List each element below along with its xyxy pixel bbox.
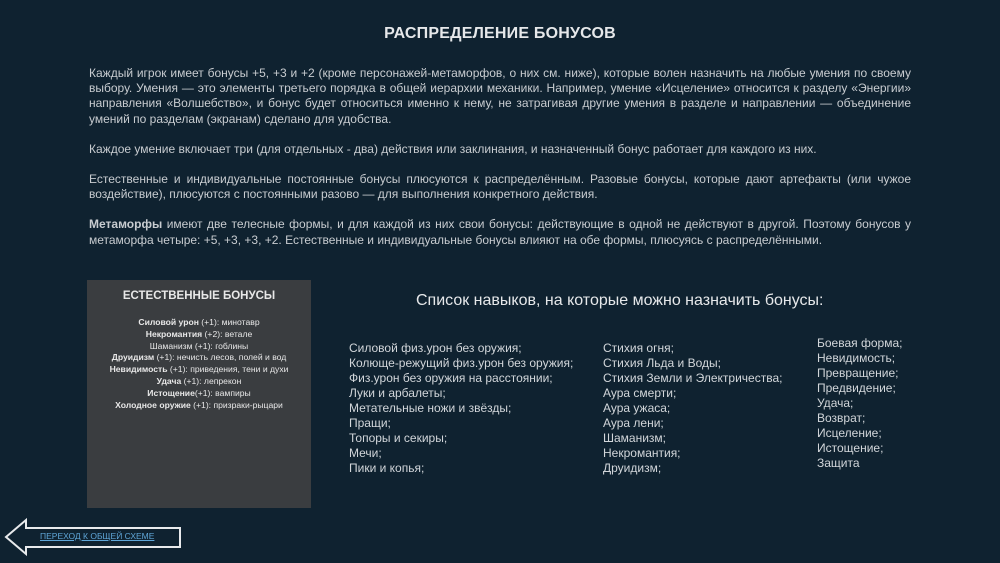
natural-bonus-row (87, 352, 311, 364)
natural-bonus-skill: Друидизм (111, 352, 155, 363)
skill-list-item: Исцеление; (817, 426, 882, 440)
intro-paragraph-2: Каждое умение включает три (для отдельных - два) действия или заклинания, и назначенный бонус работает для каждого из них. (89, 141, 817, 156)
natural-bonus-detail: (+1): вампиры (194, 387, 251, 398)
skill-list-item: Стихия Льда и Воды; (603, 356, 721, 370)
skill-list-item: Луки и арбалеты; (349, 386, 446, 400)
skill-list-item: Мечи; (349, 446, 382, 460)
natural-bonus-skill: Удача (156, 375, 182, 386)
skill-list-item: Аура ужаса; (603, 401, 671, 415)
intro-paragraph-4 (89, 217, 911, 247)
skill-list-item: Аура смерти; (603, 386, 677, 400)
skill-list-item: Удача; (817, 396, 854, 410)
skill-list-item: Физ.урон без оружия на расстоянии; (349, 371, 553, 385)
natural-bonus-skill: Силовой урон (138, 317, 199, 327)
natural-bonus-detail: Шаманизм (+1): гоблины (149, 340, 249, 351)
skills-column-abilities (817, 336, 937, 471)
natural-bonus-row (87, 329, 311, 341)
natural-bonus-detail: (+1): минотавр (198, 317, 260, 327)
skill-list-item: Пики и копья; (349, 461, 425, 475)
skill-list-item: Топоры и секиры; (349, 431, 448, 445)
natural-bonus-detail: (+1): лепрекон (181, 375, 242, 386)
natural-bonus-skill: Некромантия (145, 328, 203, 339)
skill-list-item: Колюще-режущий физ.урон без оружия; (349, 356, 574, 370)
skill-list-item: Стихия огня; (603, 341, 674, 355)
skill-list-item: Силовой физ.урон без оружия; (349, 341, 522, 355)
skill-list-item: Некромантия; (603, 446, 681, 460)
skill-list-item: Истощение; (817, 441, 884, 455)
skills-list-heading: Список навыков, на которые можно назначить бонусы: (416, 292, 824, 309)
natural-bonus-skill: Холодное оружие (115, 399, 191, 410)
skill-list-item: Возврат; (817, 411, 866, 425)
natural-bonus-detail: (+2): ветале (202, 328, 253, 339)
natural-bonus-row (87, 341, 311, 353)
skill-list-item: Шаманизм; (603, 431, 667, 445)
skill-list-item: Аура лени; (603, 416, 664, 430)
natural-bonus-detail: (+1): приведения, тени и духи (167, 364, 289, 375)
skill-list-item: Друидизм; (603, 461, 662, 475)
skill-list-item: Превращение; (817, 366, 899, 380)
back-to-overview-link[interactable]: ПЕРЕХОД К ОБЩЕЙ СХЕМЕ (40, 531, 155, 541)
skill-list-item: Защита (817, 456, 860, 470)
natural-bonus-skill: Невидимость (109, 364, 168, 375)
natural-bonus-row (87, 317, 311, 329)
natural-bonus-row (87, 376, 311, 388)
metamorph-description: имеют две телесные формы, и для каждой из них свои бонусы: действующие в одной не действуют в другой. Поэтому бонусов у метаморфа четыре: +5, +3, +3, +2. Естественные и индивидуальные бонусы влияют на обе формы, плюсуясь с распределёнными. (89, 217, 911, 247)
page-title: РАСПРЕДЕЛЕНИЕ БОНУСОВ (384, 25, 616, 42)
natural-bonus-skill: Истощение (147, 387, 195, 398)
natural-bonus-row (87, 388, 311, 400)
natural-bonus-detail: (+1): призраки-рыцари (190, 399, 283, 410)
back-to-overview-button[interactable] (4, 517, 194, 557)
natural-bonus-detail: (+1): нечисть лесов, полей и вод (154, 352, 287, 363)
skills-column-elements (603, 341, 803, 476)
natural-bonus-row (87, 400, 311, 412)
intro-paragraph-3: Естественные и индивидуальные постоянные бонусы плюсуются к распределённым. Разовые бонусы, которые дают артефакты (или чужое воздействие), плюсуются с постоянными разово — для выполнения конкретного действия. (89, 172, 911, 202)
natural-bonus-row (87, 364, 311, 376)
natural-bonuses-title: ЕСТЕСТВЕННЫЕ БОНУСЫ (122, 290, 276, 302)
skill-list-item: Метательные ножи и звёзды; (349, 401, 512, 415)
skill-list-item: Пращи; (349, 416, 391, 430)
skill-list-item: Стихия Земли и Электричества; (603, 371, 783, 385)
skill-list-item: Невидимость; (817, 351, 896, 365)
skill-list-item: Предвидение; (817, 381, 896, 395)
skill-list-item: Боевая форма; (817, 336, 903, 350)
intro-paragraph-1: Каждый игрок имеет бонусы +5, +3 и +2 (кроме персонажей-метаморфов, о них см. ниже), которые волен назначить на любые умения по своему выбору. Умения — это элементы третьего порядка в общей иерархии механики. Например, умение «Исцеление» относится к разделу «Энергии» направления «Волшебство», и бонус будет относиться именно к нему, не затрагивая другие умения в разделе и направлении — объединение умений по разделам (экранам) сделано для удобства. (89, 66, 911, 126)
intro-text (89, 66, 911, 263)
skills-column-physical (349, 341, 574, 476)
metamorph-term: Метаморфы (89, 217, 163, 232)
natural-bonuses-panel (87, 280, 311, 508)
